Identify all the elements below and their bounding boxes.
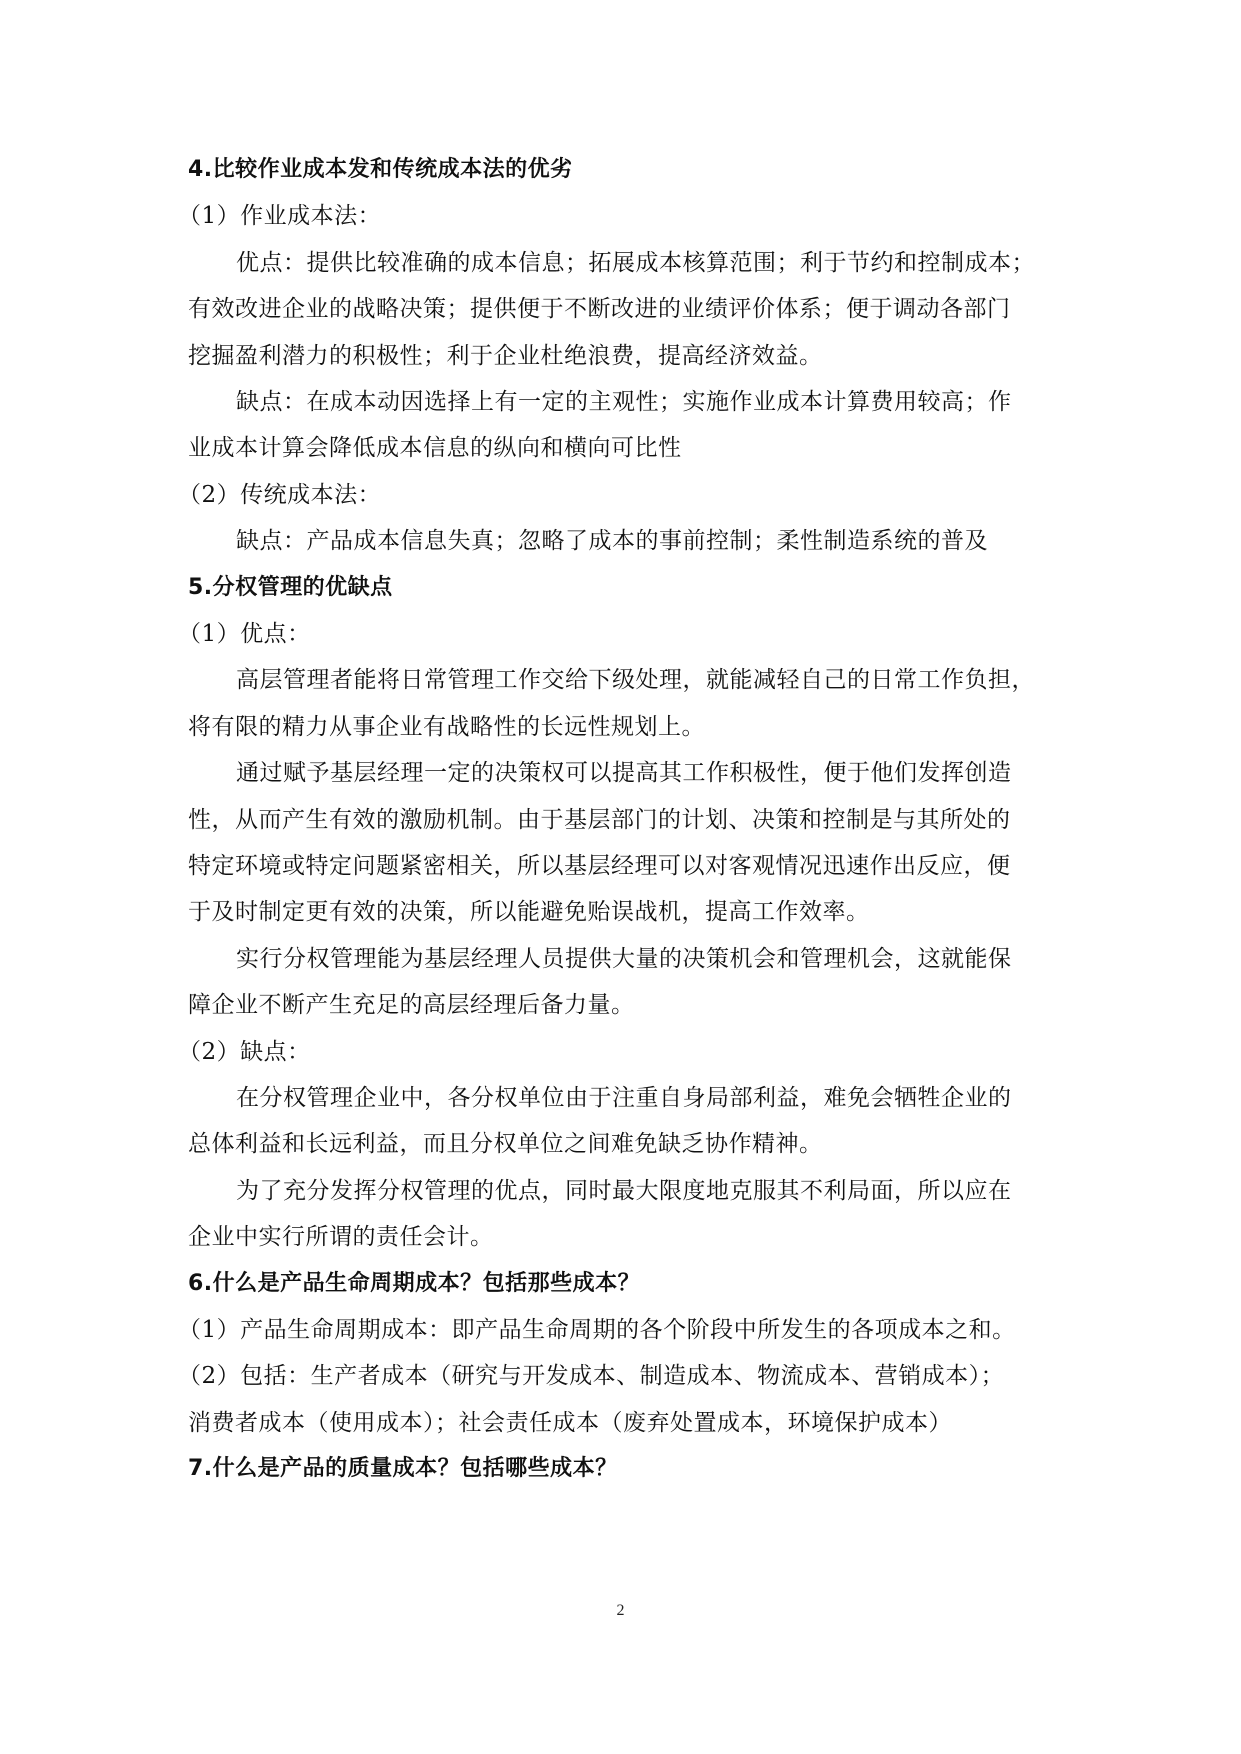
paragraph-line: 在分权管理企业中，各分权单位由于注重自身局部利益，难免会牺牲企业的 [236, 1085, 1012, 1111]
section-heading: 6.什么是产品生命周期成本？包括那些成本？ [188, 1270, 641, 1296]
paragraph-line: 消费者成本（使用成本）；社会责任成本（废弃处置成本，环境保护成本） [188, 1409, 952, 1436]
paragraph-line: 通过赋予基层经理一定的决策权可以提高其工作积极性，便于他们发挥创造 [236, 760, 1012, 787]
paragraph-line: 优点：提供比较准确的成本信息；拓展成本核算范围；利于节约和控制成本； [236, 249, 1035, 276]
paragraph-line: 业成本计算会降低成本信息的纵向和横向可比性 [188, 435, 682, 462]
paragraph-line: 高层管理者能将日常管理工作交给下级处理，就能减轻自己的日常工作负担， [236, 667, 1035, 694]
paragraph-line: 总体利益和长远利益，而且分权单位之间难免缺乏协作精神。 [188, 1131, 823, 1158]
paragraph-line: 挖掘盈利潜力的积极性；利于企业杜绝浪费，提高经济效益。 [188, 342, 823, 369]
paragraph-line: 缺点：在成本动因选择上有一定的主观性；实施作业成本计算费用较高；作 [236, 389, 1012, 415]
paragraph-line: （1）产品生命周期成本：即产品生命周期的各个阶段中所发生的各项成本之和。 [178, 1317, 1016, 1343]
paragraph-line: 企业中实行所谓的责任会计。 [188, 1224, 494, 1251]
paragraph-line: （1）作业成本法： [178, 203, 382, 230]
section-heading: 4.比较作业成本发和传统成本法的优劣 [188, 157, 573, 182]
paragraph-line: 实行分权管理能为基层经理人员提供大量的决策机会和管理机会，这就能保 [236, 945, 1012, 972]
paragraph-line: 缺点：产品成本信息失真；忽略了成本的事前控制；柔性制造系统的普及 [236, 528, 988, 555]
page-number: 2 [616, 1602, 625, 1619]
paragraph-line: 将有限的精力从事企业有战略性的长远性规划上。 [188, 713, 705, 740]
paragraph-line: 为了充分发挥分权管理的优点，同时最大限度地克服其不利局面，所以应在 [236, 1177, 1012, 1204]
paragraph-line: （2）传统成本法： [178, 481, 382, 508]
paragraph-line: 有效改进企业的战略决策；提供便于不断改进的业绩评价体系；便于调动各部门 [188, 296, 1011, 323]
section-heading: 5.分权管理的优缺点 [188, 574, 393, 600]
paragraph-line: （1）优点： [178, 621, 311, 647]
paragraph-line: （2）缺点： [178, 1038, 311, 1065]
paragraph-line: 性，从而产生有效的激励机制。由于基层部门的计划、决策和控制是与其所处的 [188, 806, 1011, 833]
paragraph-line: 特定环境或特定问题紧密相关，所以基层经理可以对客观情况迅速作出反应，便 [188, 853, 1011, 879]
paragraph-line: 障企业不断产生充足的高层经理后备力量。 [188, 992, 635, 1019]
section-heading: 7.什么是产品的质量成本？包括哪些成本？ [188, 1456, 618, 1482]
paragraph-line: （2）包括：生产者成本（研究与开发成本、制造成本、物流成本、营销成本）； [178, 1363, 1005, 1390]
paragraph-line: 于及时制定更有效的决策，所以能避免贻误战机，提高工作效率。 [188, 899, 870, 926]
